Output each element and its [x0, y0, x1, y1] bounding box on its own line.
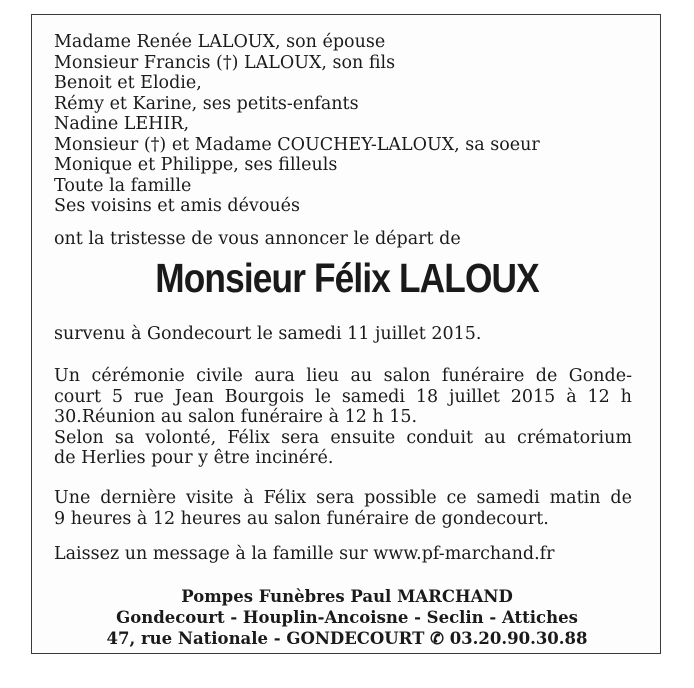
family-line: Nadine LEHIR, — [54, 114, 190, 134]
word: 5 — [111, 386, 124, 407]
family-line: Monsieur Francis (†) LALOUX, son fils — [54, 52, 396, 73]
word: de — [610, 488, 632, 508]
word: possible — [364, 488, 437, 508]
family-line: Madame Renée LALOUX, son épouse — [54, 32, 386, 52]
ceremony-line-1 — [54, 366, 632, 387]
word: lieu — [306, 366, 340, 386]
deceased-name: Monsieur Félix LALOUX — [155, 255, 539, 301]
word: h — [620, 386, 632, 407]
word: Bourgois — [224, 386, 305, 407]
word: 18 — [415, 386, 439, 407]
word: Jean — [174, 386, 214, 407]
word: conduit — [406, 428, 474, 448]
word: crématorium — [517, 428, 632, 448]
word: samedi — [476, 488, 540, 508]
word: Félix — [227, 428, 270, 448]
ceremony-line-3: 30.Réunion au salon funéraire à 12 h 15. — [54, 407, 418, 427]
word: à — [243, 488, 254, 508]
word: sa — [114, 428, 135, 448]
company-towns: Gondecourt - Houplin-Ancoisne - Seclin - Attiches — [116, 608, 578, 627]
word: Une — [54, 488, 91, 508]
visit-line-1 — [54, 488, 632, 509]
word: Un — [54, 366, 81, 386]
word: salon — [383, 366, 431, 386]
word: matin — [549, 488, 601, 508]
family-line: Rémy et Karine, ses petits-enfants — [54, 93, 359, 114]
word: au — [484, 428, 506, 448]
word: ce — [446, 488, 467, 508]
word: rue — [133, 386, 164, 407]
word: ensuite — [330, 428, 396, 448]
word: juillet — [449, 386, 500, 407]
word: à — [566, 386, 577, 407]
family-line: Ses voisins et amis dévoués — [54, 196, 301, 216]
company-name: Pompes Funèbres Paul MARCHAND — [181, 587, 513, 606]
word: funéraire — [441, 366, 525, 386]
visit-line-2: 9 heures à 12 heures au salon funéraire de gondecourt. — [54, 509, 549, 529]
word: volonté, — [145, 428, 217, 448]
word: Gonde- — [568, 366, 632, 386]
family-line: Monsieur (†) et Madame COUCHEY-LALOUX, sa soeur — [54, 134, 540, 155]
family-list — [54, 32, 540, 217]
family-line: Monique et Philippe, ses filleuls — [54, 155, 338, 175]
visit-paragraph — [54, 488, 632, 509]
company-address: 47, rue Nationale - GONDECOURT ✆ 03.20.90.30.88 — [106, 629, 588, 648]
word: civile — [196, 366, 243, 386]
word: 12 — [587, 386, 610, 407]
family-line: Benoit et Elodie, — [54, 73, 202, 93]
word: aura — [254, 366, 295, 386]
word: sera — [316, 488, 355, 508]
ceremony-line-2 — [54, 387, 632, 408]
word: cérémonie — [91, 366, 185, 386]
word: Félix — [263, 488, 307, 508]
family-line: Toute la famille — [54, 175, 192, 196]
word: visite — [186, 488, 234, 508]
word: sera — [281, 428, 320, 448]
ceremony-line-5: de Herlies pour y être incinéré. — [54, 448, 334, 468]
word: court — [54, 386, 102, 407]
word: samedi — [341, 386, 405, 407]
word: au — [350, 366, 373, 386]
word: dernière — [100, 488, 177, 508]
word: de — [535, 366, 558, 386]
death-notice: survenu à Gondecourt le samedi 11 juillet 2015. — [54, 324, 482, 344]
word: Selon — [54, 428, 104, 448]
ceremony-paragraph — [54, 366, 632, 407]
ceremony-line-4 — [54, 428, 632, 449]
announcement-text: ont la tristesse de vous annoncer le départ de — [54, 229, 461, 249]
funeral-home-footer — [0, 586, 694, 649]
message-line: Laissez un message à la famille sur www.pf-marchand.fr — [54, 544, 555, 564]
word: le — [314, 386, 331, 407]
word: 2015 — [510, 386, 556, 407]
ceremony-line-4-wrap — [54, 428, 632, 449]
